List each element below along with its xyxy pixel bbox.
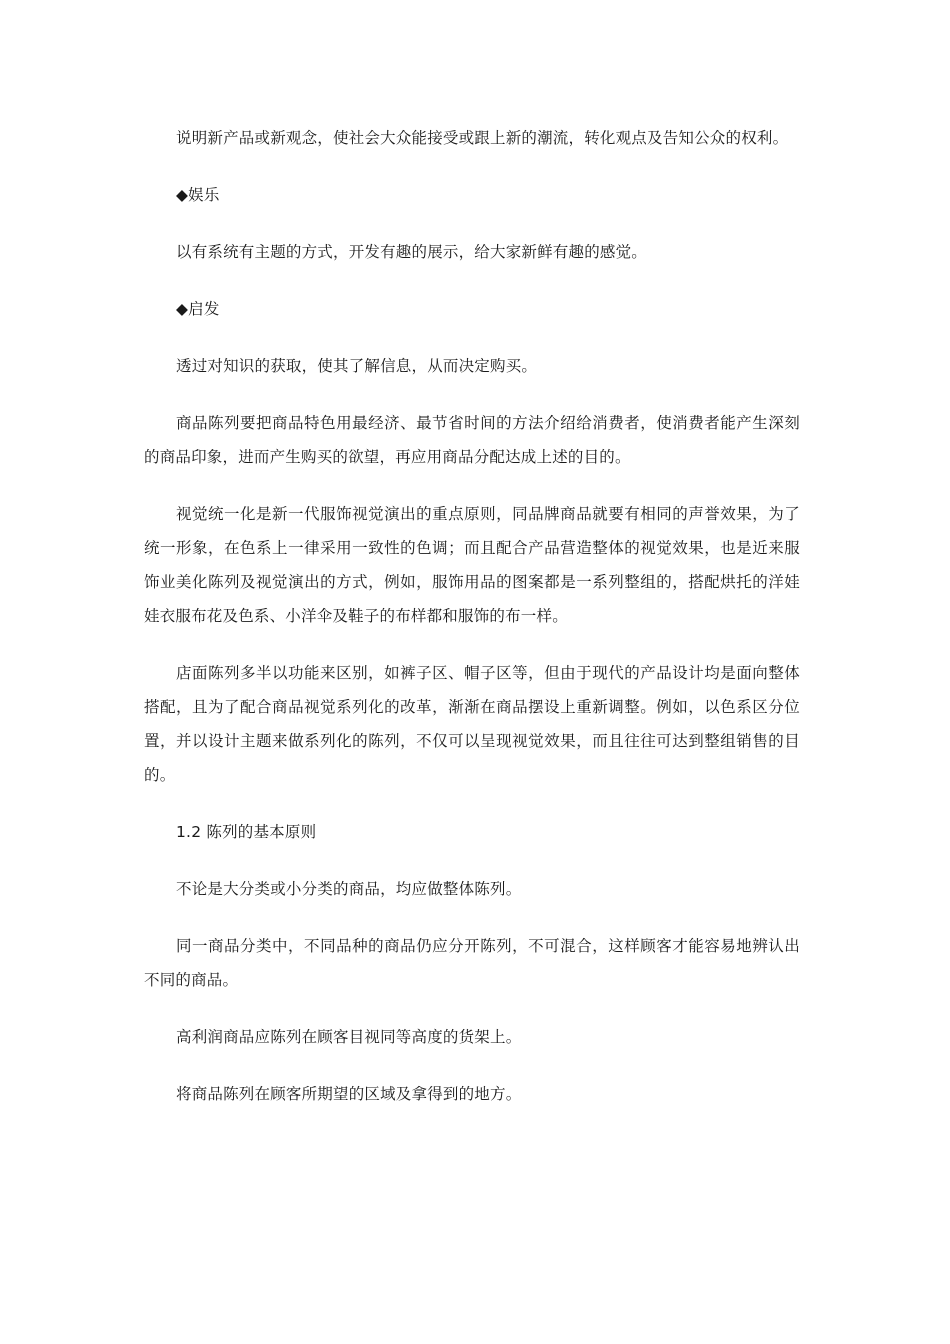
paragraph-inspiration: 透过对知识的获取，使其了解信息，从而决定购买。 bbox=[176, 357, 538, 375]
paragraph-principle-eye-level: 高利润商品应陈列在顾客目视同等高度的货架上。 bbox=[176, 1028, 522, 1046]
paragraph-visual-unification: 视觉统一化是新一代服饰视觉演出的重点原则，同品牌商品就要有相同的声誉效果，为了统一形象，在色系上一律采用一致性的色调；而且配合产品营造整体的视觉效果，也是近来服饰业美化陈列及视觉演出的方式，例如，服饰用品的图案都是一系列整组的，搭配烘托的洋娃娃衣服布花及色系、小洋伞及鞋子的布样都和服饰的布一样。 bbox=[144, 505, 800, 625]
paragraph-entertainment: 以有系统有主题的方式，开发有趣的展示，给大家新鲜有趣的感觉。 bbox=[176, 243, 648, 261]
paragraph-display-purpose: 商品陈列要把商品特色用最经济、最节省时间的方法介绍给消费者，使消费者能产生深刻的商品印象，进而产生购买的欲望，再应用商品分配达成上述的目的。 bbox=[144, 414, 800, 466]
paragraph-public-notice: 说明新产品或新观念，使社会大众能接受或跟上新的潮流，转化观点及告知公众的权利。 bbox=[176, 129, 789, 147]
paragraph-principle-whole: 不论是大分类或小分类的商品，均应做整体陈列。 bbox=[176, 880, 522, 898]
heading-entertainment: ◆娱乐 bbox=[176, 186, 220, 204]
paragraph-principle-separate: 同一商品分类中，不同品种的商品仍应分开陈列，不可混合，这样顾客才能容易地辨认出不同的商品。 bbox=[144, 937, 800, 989]
paragraph-principle-reachable: 将商品陈列在顾客所期望的区域及拿得到的地方。 bbox=[176, 1085, 522, 1103]
section-heading-basic-principles: 1.2 陈列的基本原则 bbox=[176, 823, 317, 841]
document-page bbox=[144, 121, 800, 1111]
heading-inspiration: ◆启发 bbox=[176, 300, 220, 318]
paragraph-store-display: 店面陈列多半以功能来区别，如裤子区、帽子区等，但由于现代的产品设计均是面向整体搭配，且为了配合商品视觉系列化的改革，渐渐在商品摆设上重新调整。例如，以色系区分位置，并以设计主题来做系列化的陈列，不仅可以呈现视觉效果，而且往往可达到整组销售的目的。 bbox=[144, 664, 800, 784]
